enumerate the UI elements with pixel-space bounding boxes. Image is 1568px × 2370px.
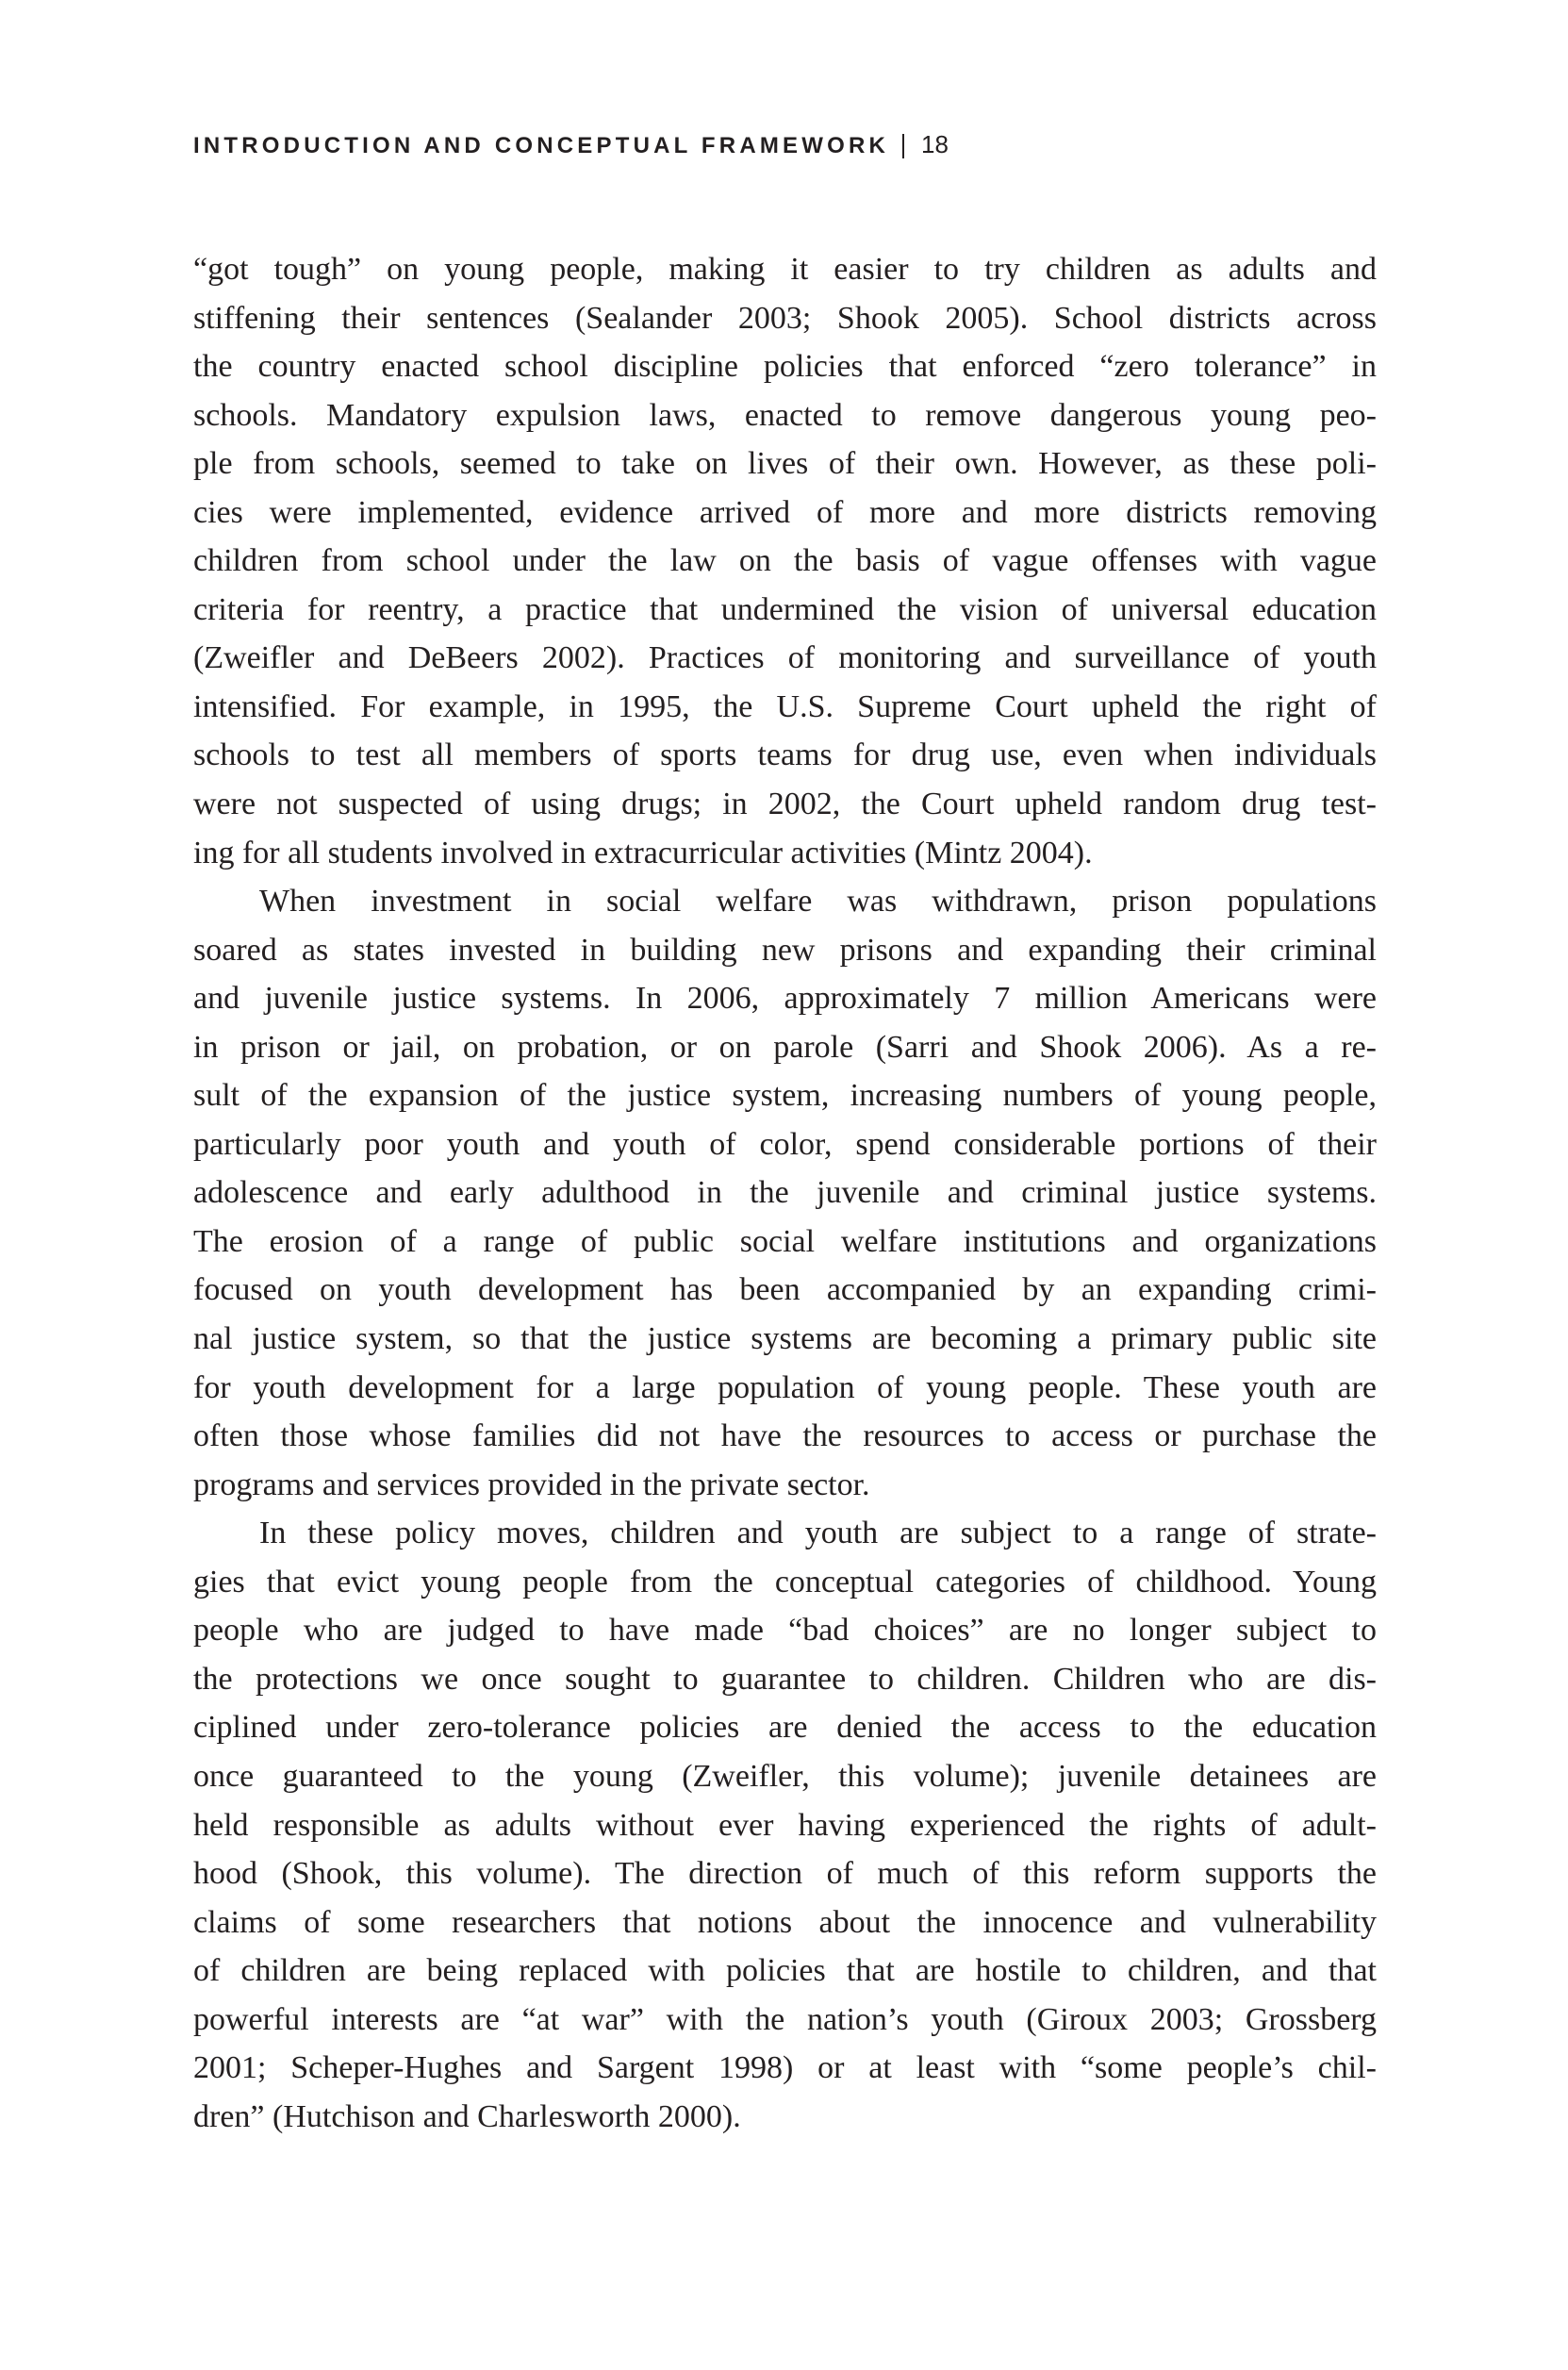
text-line: held responsible as adults without ever having experienced the rights of adult-	[193, 1807, 1377, 1843]
text-line: for youth development for a large population of young people. These youth are	[193, 1369, 1377, 1405]
text-line: people who are judged to have made “bad choices” are no longer subject to	[193, 1613, 1377, 1649]
text-line: children from school under the law on the basis of vague offenses with vague	[193, 543, 1377, 579]
text-line: cies were implemented, evidence arrived of more and more districts removing	[193, 494, 1377, 530]
text-line: focused on youth development has been accompanied by an expanding crimi-	[193, 1272, 1377, 1308]
paragraph-2	[193, 877, 1377, 1509]
text-line: The erosion of a range of public social welfare institutions and organizations	[193, 1223, 1377, 1259]
paragraph-3	[193, 1509, 1377, 2141]
text-line: once guaranteed to the young (Zweifler, this volume); juvenile detainees are	[193, 1758, 1377, 1794]
text-line: schools. Mandatory expulsion laws, enacted to remove dangerous young peo-	[193, 397, 1377, 433]
text-line: 2001; Scheper-Hughes and Sargent 1998) or at least with “some people’s chil-	[193, 2050, 1377, 2086]
text-line: were not suspected of using drugs; in 2002, the Court upheld random drug test-	[193, 787, 1377, 822]
text-line: programs and services provided in the private sector.	[193, 1467, 870, 1502]
text-line: dren” (Hutchison and Charlesworth 2000).	[193, 2098, 741, 2134]
running-head	[193, 129, 949, 159]
paragraph-1	[193, 245, 1377, 877]
text-line: stiffening their sentences (Sealander 2003; Shook 2005). School districts across	[193, 300, 1377, 336]
text-line: the country enacted school discipline policies that enforced “zero tolerance” in	[193, 349, 1377, 385]
text-line: ple from schools, seemed to take on lives of their own. However, as these poli-	[193, 446, 1377, 482]
page-number: 18	[921, 130, 949, 158]
text-line: schools to test all members of sports teams for drug use, even when individuals	[193, 738, 1377, 773]
text-line: hood (Shook, this volume). The direction of much of this reform supports the	[193, 1856, 1377, 1892]
text-line: gies that evict young people from the conceptual categories of childhood. Young	[193, 1564, 1377, 1599]
text-line: adolescence and early adulthood in the juvenile and criminal justice systems.	[193, 1175, 1377, 1211]
text-line: “got tough” on young people, making it easier to try children as adults and	[193, 252, 1377, 287]
text-line: In these policy moves, children and youth are subject to a range of strate-	[259, 1516, 1377, 1551]
text-line: often those whose families did not have the resources to access or purchase the	[193, 1418, 1377, 1454]
text-line: powerful interests are “at war” with the nation’s youth (Giroux 2003; Grossberg	[193, 2001, 1377, 2037]
text-line: When investment in social welfare was withdrawn, prison populations	[259, 884, 1377, 920]
running-head-separator	[902, 134, 904, 158]
text-line: the protections we once sought to guarantee to children. Children who are dis-	[193, 1661, 1377, 1697]
text-line: sult of the expansion of the justice system, increasing numbers of young people,	[193, 1078, 1377, 1114]
text-line: in prison or jail, on probation, or on parole (Sarri and Shook 2006). As a re-	[193, 1029, 1377, 1065]
text-line: and juvenile justice systems. In 2006, approximately 7 million Americans were	[193, 981, 1377, 1017]
text-line: particularly poor youth and youth of color, spend considerable portions of their	[193, 1126, 1377, 1162]
text-line: ciplined under zero-tolerance policies are denied the access to the education	[193, 1710, 1377, 1746]
body-text	[193, 245, 1377, 2141]
text-line: soared as states invested in building new prisons and expanding their criminal	[193, 932, 1377, 968]
text-line: ing for all students involved in extracurricular activities (Mintz 2004).	[193, 835, 1093, 870]
running-head-title: INTRODUCTION AND CONCEPTUAL FRAMEWORK	[193, 133, 890, 158]
text-line: nal justice system, so that the justice systems are becoming a primary public site	[193, 1321, 1377, 1357]
text-line: of children are being replaced with policies that are hostile to children, and that	[193, 1953, 1377, 1989]
text-line: intensified. For example, in 1995, the U.S. Supreme Court upheld the right of	[193, 688, 1377, 724]
text-line: criteria for reentry, a practice that undermined the vision of universal education	[193, 591, 1377, 627]
text-line: (Zweifler and DeBeers 2002). Practices of monitoring and surveillance of youth	[193, 640, 1377, 676]
text-line: claims of some researchers that notions about the innocence and vulnerability	[193, 1904, 1377, 1940]
